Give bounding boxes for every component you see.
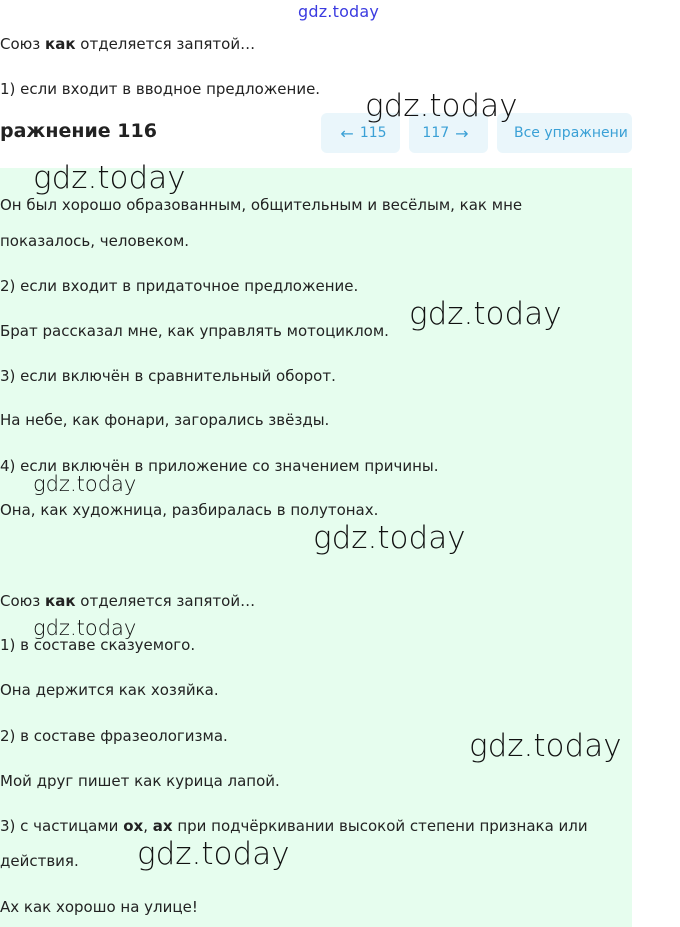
exercise-title: ражнение 116 [0, 120, 157, 142]
section2-intro [0, 592, 255, 610]
intro-line-2: 1) если входит в вводное предложение. [0, 80, 321, 98]
section2-last: Ах как хорошо на улице! [0, 898, 198, 916]
section1-line-1: показалось, человеком. [0, 232, 190, 250]
intro-suffix: отделяется запятой… [75, 35, 256, 53]
watermark: gdz.today [313, 520, 466, 556]
prev-exercise-label: 115 [359, 125, 387, 141]
section2-item3 [0, 817, 588, 835]
watermark: gdz.today [469, 728, 622, 764]
all-exercises-label: Все упражнени [514, 125, 628, 141]
section2-item3-cont: действия. [0, 852, 79, 870]
watermark: gdz.today [33, 472, 137, 496]
intro-prefix: Союз [0, 35, 46, 53]
section2-intro-prefix: Союз [0, 592, 46, 610]
watermark: gdz.today [409, 296, 562, 332]
intro-line-1 [0, 35, 255, 53]
section2-line-0: 1) в составе сказуемого. [0, 636, 196, 654]
arrow-left-icon: ← [340, 123, 354, 143]
section2-intro-bold: как [45, 592, 76, 610]
section2-line-2: 2) в составе фразеологизма. [0, 727, 228, 745]
item3-suffix: при подчёркивании высокой степени признака или [172, 817, 588, 835]
section1-line-4: 3) если включён в сравнительный оборот. [0, 367, 336, 385]
section2-line-3: Мой друг пишет как курица лапой. [0, 772, 280, 790]
section1-line-6: 4) если включён в приложение со значением причины. [0, 457, 439, 475]
item3-prefix: 3) с частицами [0, 817, 124, 835]
site-title[interactable]: gdz.today [298, 2, 380, 21]
item3-sep: , [143, 817, 153, 835]
watermark: gdz.today [33, 160, 186, 196]
watermark: gdz.today [137, 836, 290, 872]
section2-intro-suffix: отделяется запятой… [75, 592, 256, 610]
section2-line-1: Она держится как хозяйка. [0, 681, 219, 699]
section1-line-5: На небе, как фонари, загорались звёзды. [0, 411, 330, 429]
arrow-right-icon: → [455, 123, 469, 143]
watermark: gdz.today [365, 88, 518, 124]
section1-line-7: Она, как художница, разбиралась в полутонах. [0, 501, 379, 519]
item3-bold2: ах [152, 817, 173, 835]
section1-line-0: Он был хорошо образованным, общительным и весёлым, как мне [0, 196, 523, 214]
section1-line-2: 2) если входит в придаточное предложение. [0, 277, 359, 295]
item3-bold1: ох [123, 817, 144, 835]
section1-line-3: Брат рассказал мне, как управлять мотоциклом. [0, 322, 389, 340]
watermark: gdz.today [33, 616, 137, 640]
next-exercise-label: 117 [422, 125, 450, 141]
intro-bold: как [45, 35, 76, 53]
